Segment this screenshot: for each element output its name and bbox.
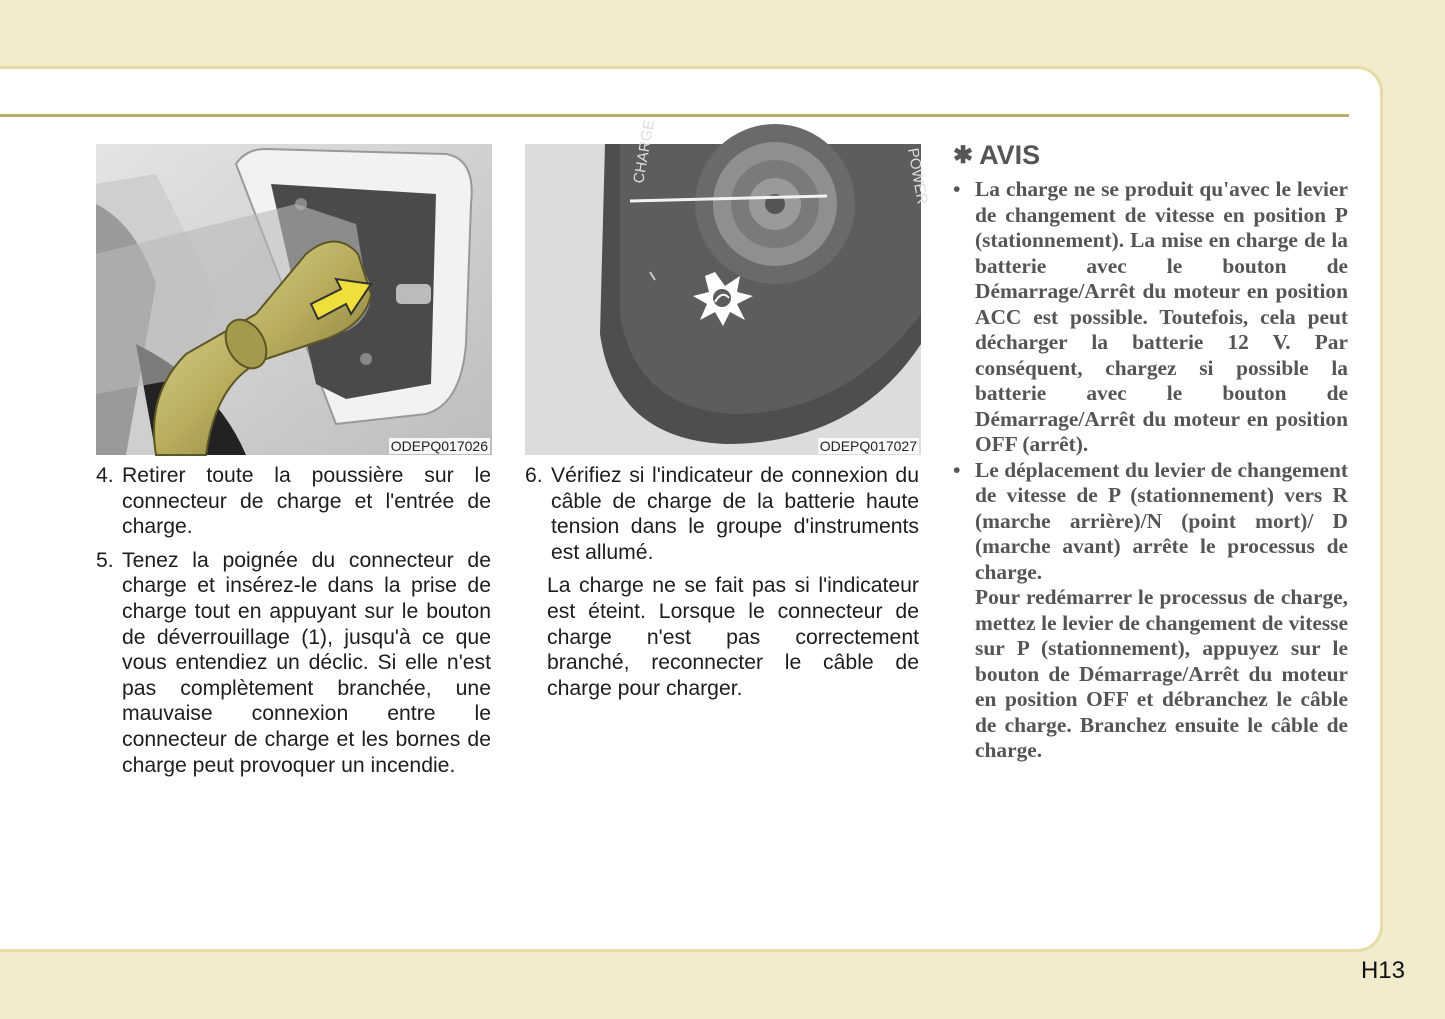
step-text: Tenez la poignée du connecteur de charge et insérez-le dans la prise de charge tout en appuyant sur le bouton de déverrouillage (1), jusqu'à ce que vous entendiez un déclic. Si elle n'est pas complètement branchée, une mauvaise connexion entre le connecteur de charge et les bornes de charge peut provoquer un incendie. [122,548,491,777]
notice-title: AVIS [979,140,1041,170]
notice-paragraph: La charge ne se produit qu'avec le levier de changement de vitesse en position P (stationnement). La mise en charge de la batterie avec le bouton de Démarrage/Arrêt du moteur en position ACC est possible. Toutefois, cela peut décharger la batterie 12 V. Par conséquent, chargez si possible la batterie avec le bouton de Démarrage/Arrêt du moteur en position OFF (arrêt). [975,177,1348,456]
figure-code: ODEPQ017027 [819,438,917,454]
notice-bullet [953,458,1348,764]
step-number: 5. [96,548,114,572]
page-number: H13 [1360,957,1405,984]
step-4 [96,463,491,540]
gauge-label-power: POWER [904,146,931,206]
asterisk-icon: ✱ [953,142,974,169]
step-number: 4. [96,464,114,487]
instrument-cluster-illustration [525,118,931,455]
bullet-icon: • [953,177,961,201]
step-number: 6. [525,464,543,487]
step-text: Retirer toute la poussière sur le connecteur de charge et l'entrée de charge. [122,464,491,539]
steps-column-1 [96,463,491,786]
header-rule [0,114,1349,117]
notice-heading [953,140,1348,171]
notice-box [953,140,1348,764]
notice-bullet [953,177,1348,458]
steps-column-2 [525,463,919,701]
gauge-label-charge: CHARGE [630,118,659,185]
notice-paragraph: Le déplacement du levier de changement de vitesse de P (stationnement) vers R (marche arrière)/N (point mort)/ D (marche avant) arrête le processus de charge. [975,457,1348,584]
step-6 [525,463,919,565]
step-text: Vérifiez si l'indicateur de connexion du câble de charge de la batterie haute tension dans le groupe d'instruments est allumé. [551,464,919,564]
step-6-note: La charge ne se fait pas si l'indicateur est éteint. Lorsque le connecteur de charge n'est pas correctement branché, reconnecter le câble de charge pour charger. [547,574,919,700]
notice-paragraph: Pour redémarrer le processus de charge, mettez le levier de changement de vitesse sur P (stationnement), appuyez sur le bouton de Démarrage/Arrêt du moteur en position OFF et débranchez le câble de charge. Branchez ensuite le câble de charge. [975,585,1348,762]
step-5 [96,548,491,778]
charge-indicator-icon [713,289,731,307]
figure-charge-connector [96,144,492,455]
figure-instrument-cluster [525,118,931,455]
charge-connector-illustration [96,144,492,455]
figure-code: ODEPQ017026 [390,438,488,454]
bullet-icon: • [953,457,961,482]
